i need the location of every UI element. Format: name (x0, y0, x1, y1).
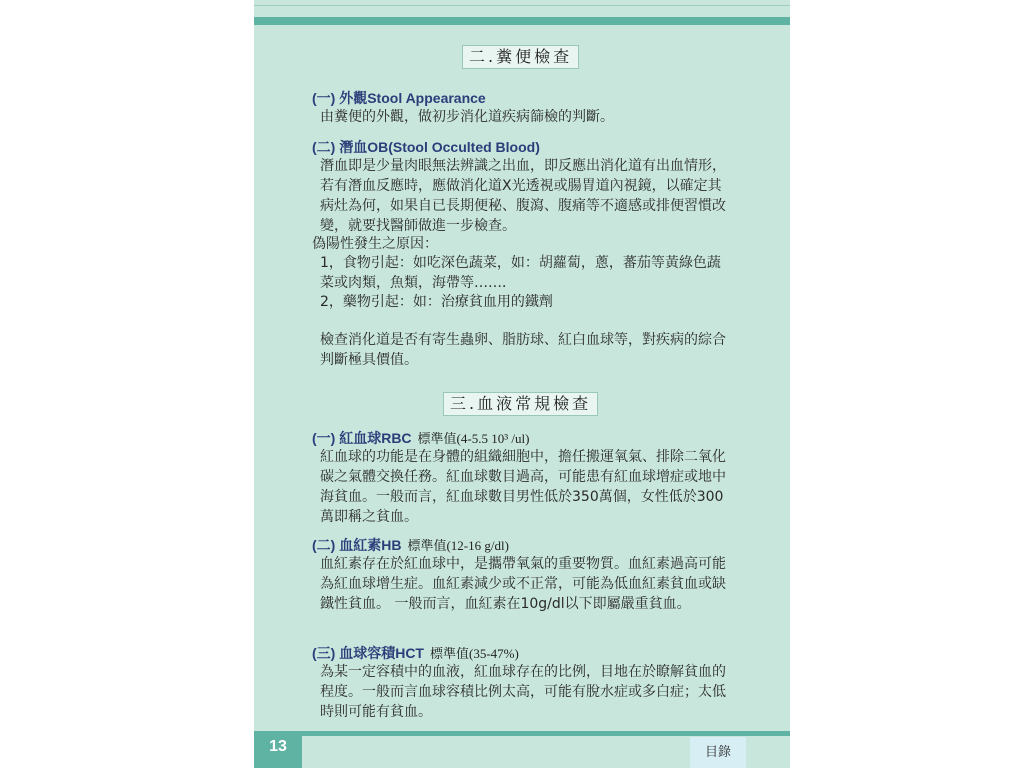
stool-appearance-text: 由糞便的外觀，做初步消化道疾病篩檢的判斷。 (320, 109, 614, 125)
footer-accent-bar (254, 731, 790, 736)
table-of-contents-button[interactable]: 目錄 (690, 737, 746, 768)
document-page (254, 0, 790, 768)
hct-heading (312, 644, 519, 663)
section-title-blood: 三.血液常規檢查 (443, 392, 598, 416)
hb-heading (312, 536, 509, 555)
cause-2-text: 2，藥物引起：如：治療貧血用的鐵劑 (320, 294, 553, 310)
top-accent-bar (254, 17, 790, 25)
rbc-standard: 標準值(4-5.5 10³ /ul) (417, 431, 530, 446)
stool-ob-heading: (二) 潛血OB(Stool Occulted Blood) (312, 139, 540, 155)
rbc-heading (312, 429, 529, 448)
hct-standard: 標準值(35-47%) (430, 646, 519, 661)
hb-standard: 標準值(12-16 g/dl) (407, 538, 509, 553)
stool-ob-text: 潛血即是少量肉眼無法辨識之出血，即反應出消化道有出血情形，若有潛血反應時，應做消化道X光透視或腸胃道內視鏡，以確定其病灶為何，如果自已長期便秘、腹瀉、腹痛等不適感或排便習慣改變，就要找醫師做進一步檢查。 (320, 158, 726, 234)
stool-appearance-heading: (一) 外觀Stool Appearance (312, 90, 486, 106)
page-number: 13 (254, 736, 302, 768)
hct-heading-label: (三) 血球容積HCT (312, 645, 424, 661)
section-title-stool: 二.糞便檢查 (462, 45, 579, 69)
false-positive-heading: 偽陽性發生之原因： (312, 236, 438, 252)
rbc-text: 紅血球的功能是在身體的組織細胞中，擔任搬運氧氣、排除二氧化碳之氣體交換任務。紅血球數目過高，可能患有紅血球增症或地中海貧血。一般而言，紅血球數目男性低於350萬個，女性低於300萬即稱之貧血。 (320, 449, 726, 525)
hct-text: 為某一定容積中的血液，紅血球存在的比例，目地在於瞭解貧血的程度。一般而言血球容積比例太高，可能有脫水症或多白症；太低時則可能有貧血。 (320, 664, 726, 720)
rbc-heading-label: (一) 紅血球RBC (312, 430, 412, 446)
cause-1-text: 1，食物引起：如吃深色蔬菜，如：胡蘿蔔，蔥，蕃茄等黃綠色蔬菜或肉類，魚類，海帶等……． (320, 255, 721, 291)
stool-summary-text: 檢查消化道是否有寄生蟲卵、脂肪球、紅白血球等，對疾病的綜合判斷極具價值。 (320, 332, 726, 368)
top-thin-rule (254, 5, 790, 6)
hb-text: 血紅素存在於紅血球中，是攜帶氧氣的重要物質。血紅素過高可能為紅血球增生症。血紅素減少或不正常，可能為低血紅素貧血或缺鐵性貧血。 一般而言，血紅素在10g/dl以下即屬嚴重貧血。 (320, 556, 726, 612)
hb-heading-label: (二) 血紅素HB (312, 537, 402, 553)
